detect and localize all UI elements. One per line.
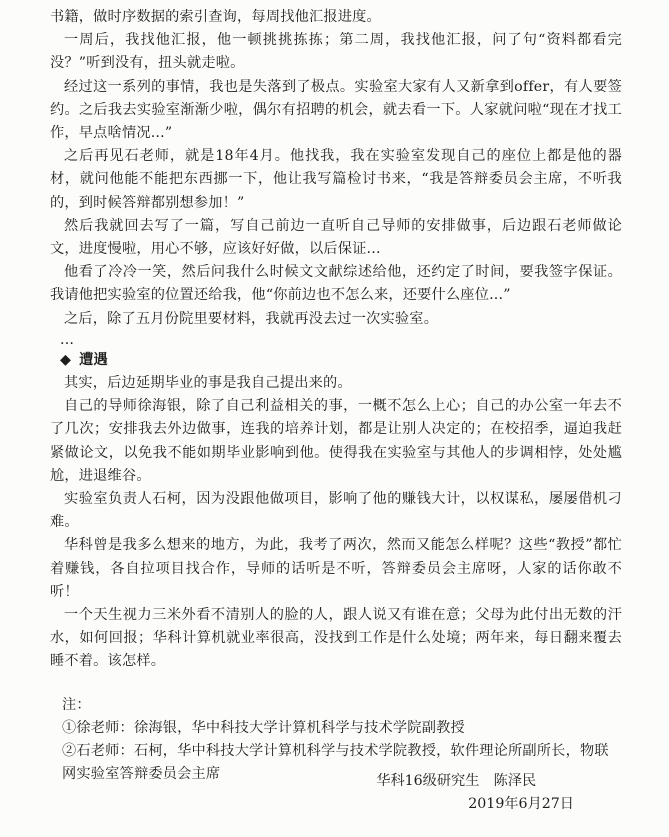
paragraph-5: 他看了冷冷一笑，然后问我什么时候文文献综述给他，还约定了时间，要我签字保证。我请他把实验室的位置还给我，他“你前边也不怎么来，还要什么座位...” (50, 264, 622, 304)
signature-block (376, 770, 574, 816)
paragraph-1: 一周后，我找他汇报，他一顿挑挑拣拣；第二周，我找他汇报，问了句“资料都看完没？”听到没有，扭头就走啦。 (50, 32, 622, 72)
diamond-icon: ◆ (60, 351, 72, 368)
section-paragraph-2: 实验室负责人石柯，因为没跟他做项目，影响了他的赚钱大计，以权谋私，屡屡借机刁难。 (50, 491, 622, 531)
section-paragraph-0: 其实，后边延期毕业的事是我自己提出来的。 (64, 375, 352, 392)
notes-heading: 注： (62, 696, 91, 713)
section-paragraph-3: 华科曾是我多么想来的地方，为此，我考了两次，然而又能怎么样呢？这些“教授”都忙着赚钱，各自拉项目找合作，导师的话听是不听，答辩委员会主席呀，人家的话你敢不听！ (50, 537, 622, 600)
paragraph-0: 书籍，做时序数据的索引查询，每周找他汇报进度。 (50, 9, 381, 25)
paragraph-2: 经过这一系列的事情，我也是失落到了极点。实验室大家有人又新拿到offer，有人要签约。之后我去实验室渐渐少啦，偶尔有招聘的机会，就去看一下。人家就问啦“现在才找工作，早点啥情况...” (50, 78, 622, 142)
section-heading (50, 349, 622, 372)
note-item-1: ①徐老师：徐海银，华中科技大学计算机科学与技术学院副教授 (62, 719, 465, 736)
paragraph-4: 然后我就回去写了一篇，写自己前边一直听自己导师的安排做事，后边跟石老师做论文，进度慢啦，用心不够，应该好好做，以后保证... (50, 217, 622, 258)
ellipsis: ... (60, 331, 75, 348)
document-page (50, 6, 622, 787)
note-item-2: ②石老师：石柯，华中科技大学计算机科学与技术学院教授，软件理论所副所长，物联网实验室答辩委员会主席 (62, 743, 609, 783)
section-paragraph-1: 自己的导师徐海银，除了自己利益相关的事，一概不怎么上心；自己的办公室一年去不了几次；安排我去外边做事，连我的培养计划，都是让别人决定的；在校招季，逼迫我赶紧做论文，以免我不能如期毕业影响到他。使得我在实验室与其他人的步调相悖，处处尴尬，进退维谷。 (50, 398, 622, 484)
paragraph-3: 之后再见石老师，就是18年4月。他找我，我在实验室发现自己的座位上都是他的器材，就问他能不能把东西挪一下，他让我写篇检讨书来，“我是答辩委员会主席，不听我的，到时候答辩都别想参加！” (50, 148, 622, 211)
paragraph-6: 之后，除了五月份院里要材料，我就再没去过一次实验室。 (64, 310, 439, 327)
section-paragraph-4: 一个天生视力三米外看不清别人的脸的人，跟人说又有谁在意；父母为此付出无数的汗水，如何回报；华科计算机就业率很高，没找到工作是什么处境；两年来，每日翻来覆去睡不着。该怎样。 (50, 607, 622, 670)
signature-date: 2019年6月27日 (468, 796, 574, 812)
section-title: 遭遇 (79, 351, 108, 368)
body-paragraphs (50, 6, 622, 331)
section-paragraphs (50, 372, 622, 674)
signature-author: 华科16级研究生 陈泽民 (376, 773, 537, 789)
